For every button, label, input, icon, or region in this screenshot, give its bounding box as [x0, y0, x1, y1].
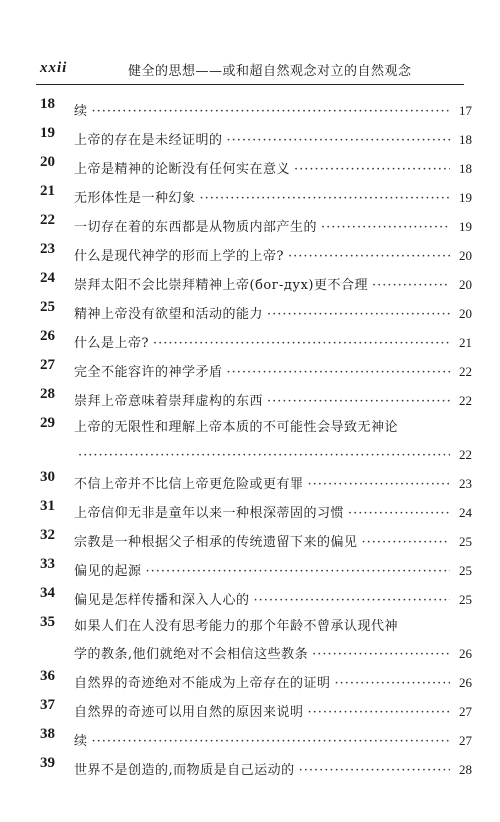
- entry-title: 世界不是创造的,而物质是自己运动的: [74, 763, 295, 778]
- entry-number: 39: [40, 755, 55, 771]
- entry-number: 38: [40, 726, 55, 742]
- leader-dots: [78, 441, 450, 470]
- entry-number: 27: [40, 357, 55, 373]
- toc-entry: [40, 755, 472, 784]
- toc-entry: [40, 527, 472, 556]
- leader-dots: [348, 499, 450, 528]
- entry-page: 27: [459, 733, 472, 748]
- entry-page: 20: [459, 248, 472, 263]
- entry-title: 上帝是精神的论断没有任何实在意义: [74, 162, 291, 177]
- toc-entry: [40, 154, 472, 183]
- entry-page: 17: [459, 103, 472, 118]
- leader-dots: [227, 126, 450, 155]
- entry-page: 24: [459, 505, 472, 520]
- entry-number: 30: [40, 469, 55, 485]
- entry-page: 25: [459, 534, 472, 549]
- toc-entry: [40, 614, 472, 668]
- toc-entry: [40, 415, 472, 469]
- entry-title: 如果人们在人没有思考能力的那个年龄不曾承认现代神: [74, 619, 399, 634]
- entry-title: 上帝的存在是未经证明的: [74, 133, 223, 148]
- leader-dots: [92, 97, 450, 126]
- entry-page: 20: [459, 277, 472, 292]
- entry-page: 27: [459, 704, 472, 719]
- leader-dots: [288, 242, 450, 271]
- header-rule: [36, 84, 464, 85]
- entry-title: 偏见的起源: [74, 564, 142, 579]
- toc-entry: [40, 498, 472, 527]
- entry-page: 18: [459, 161, 472, 176]
- leader-dots: [227, 358, 450, 387]
- entry-page: 26: [459, 646, 472, 661]
- running-title: 健全的思想——或和超自然观念对立的自然观念: [128, 64, 412, 79]
- leader-dots: [254, 586, 450, 615]
- toc-entry: [40, 96, 472, 125]
- toc-entry: [40, 357, 472, 386]
- leader-dots: [146, 557, 450, 586]
- leader-dots: [321, 213, 450, 242]
- entry-title: 上帝的无限性和理解上帝本质的不可能性会导致无神论: [74, 420, 399, 435]
- entry-page: 22: [459, 364, 472, 379]
- entry-title: 崇拜太阳不会比崇拜精神上帝(бог-дух)更不合理: [74, 278, 368, 293]
- entry-number: 28: [40, 386, 55, 402]
- entry-title: 崇拜上帝意味着崇拜虚构的东西: [74, 394, 264, 409]
- entry-title: 宗教是一种根据父子相承的传统遗留下来的偏见: [74, 535, 358, 550]
- entry-title: 续: [74, 734, 88, 749]
- entry-number: 29: [40, 415, 55, 431]
- toc-entry: [40, 386, 472, 415]
- table-of-contents: [40, 96, 472, 784]
- entry-page: 28: [459, 762, 472, 777]
- entry-page: 25: [459, 592, 472, 607]
- entry-number: 36: [40, 668, 55, 684]
- entry-number: 20: [40, 154, 55, 170]
- leader-dots: [200, 184, 450, 213]
- toc-entry: [40, 299, 472, 328]
- toc-entry: [40, 585, 472, 614]
- leader-dots: [308, 698, 450, 727]
- leader-dots: [335, 669, 450, 698]
- entry-number: 34: [40, 585, 55, 601]
- entry-number: 25: [40, 299, 55, 315]
- entry-page: 22: [459, 393, 472, 408]
- entry-title: 偏见是怎样传播和深入人心的: [74, 593, 250, 608]
- entry-number: 23: [40, 241, 55, 257]
- entry-title: 续: [74, 104, 88, 119]
- entry-number: 24: [40, 270, 55, 286]
- entry-number: 35: [40, 614, 55, 630]
- entry-title: 完全不能容许的神学矛盾: [74, 365, 223, 380]
- entry-number: 33: [40, 556, 55, 572]
- leader-dots: [92, 727, 450, 756]
- entry-page: 20: [459, 306, 472, 321]
- leader-dots: [267, 300, 450, 329]
- entry-number: 19: [40, 125, 55, 141]
- entry-number: 21: [40, 183, 55, 199]
- toc-entry: [40, 328, 472, 357]
- entry-number: 18: [40, 96, 55, 112]
- entry-number: 37: [40, 697, 55, 713]
- page-number: xxii: [40, 60, 68, 76]
- entry-page: 26: [459, 675, 472, 690]
- toc-entry: [40, 469, 472, 498]
- entry-page: 19: [459, 190, 472, 205]
- leader-dots: [372, 271, 450, 300]
- leader-dots: [153, 329, 450, 358]
- entry-title-continued: 学的教条,他们就绝对不会相信这些教条: [74, 647, 309, 662]
- entry-title: 什么是现代神学的形而上学的上帝?: [74, 249, 284, 264]
- entry-page: 25: [459, 563, 472, 578]
- entry-page: 23: [459, 476, 472, 491]
- entry-title: 不信上帝并不比信上帝更危险或更有罪: [74, 477, 304, 492]
- toc-entry: [40, 125, 472, 154]
- entry-title: 什么是上帝?: [74, 336, 149, 351]
- toc-entry: [40, 212, 472, 241]
- toc-entry: [40, 697, 472, 726]
- entry-title: 一切存在着的东西都是从物质内部产生的: [74, 220, 318, 235]
- toc-entry: [40, 726, 472, 755]
- leader-dots: [312, 640, 450, 669]
- entry-page: 19: [459, 219, 472, 234]
- toc-entry: [40, 270, 472, 299]
- entry-number: 22: [40, 212, 55, 228]
- entry-page: 22: [459, 447, 472, 462]
- leader-dots: [308, 470, 450, 499]
- toc-entry: [40, 241, 472, 270]
- entry-number: 26: [40, 328, 55, 344]
- toc-entry: [40, 668, 472, 697]
- leader-dots: [294, 155, 450, 184]
- entry-title: 上帝信仰无非是童年以来一种根深蒂固的习惯: [74, 506, 345, 521]
- entry-page: 18: [459, 132, 472, 147]
- running-header: [18, 58, 482, 80]
- leader-dots: [362, 528, 450, 557]
- entry-title: 自然界的奇迹可以用自然的原因来说明: [74, 705, 304, 720]
- toc-entry: [40, 183, 472, 212]
- entry-number: 32: [40, 527, 55, 543]
- leader-dots: [299, 756, 450, 785]
- entry-title: 精神上帝没有欲望和活动的能力: [74, 307, 264, 322]
- entry-number: 31: [40, 498, 55, 514]
- entry-page: 21: [459, 335, 472, 350]
- entry-title: 自然界的奇迹绝对不能成为上帝存在的证明: [74, 676, 331, 691]
- toc-entry: [40, 556, 472, 585]
- entry-title: 无形体性是一种幻象: [74, 191, 196, 206]
- leader-dots: [267, 387, 450, 416]
